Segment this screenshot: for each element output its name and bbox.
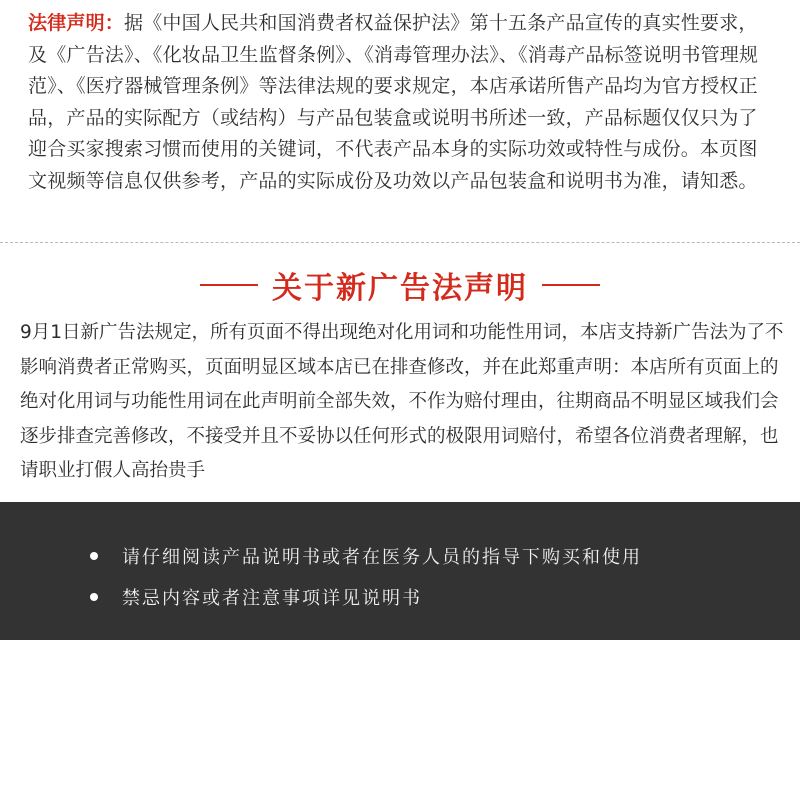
notice-item-text: 禁忌内容或者注意事项详见说明书 — [122, 588, 422, 609]
title-line-left — [200, 284, 258, 286]
notice-item — [90, 584, 422, 610]
ad-law-title-row — [0, 260, 800, 310]
dashed-divider — [0, 242, 800, 243]
bullet-icon — [90, 593, 98, 601]
notice-item-text: 请仔细阅读产品说明书或者在医务人员的指导下购买和使用 — [122, 547, 642, 568]
notice-item — [90, 543, 642, 569]
legal-statement-heading: 法律声明： — [28, 12, 125, 34]
ad-law-body: 9月1日新广告法规定，所有页面不得出现绝对化用词和功能性用词，本店支持新广告法为了不影响消费者正常购买，页面明显区域本店已在排查修改，并在此郑重声明：本店所有页面上的绝对化用词与功能性用词在此声明前全部失效，不作为赔付理由，往期商品不明显区域我们会逐步排查完善修改，不接受并且不妥协以任何形式的极限用词赔付，希望各位消费者理解，也请职业打假人高抬贵手 — [20, 322, 784, 481]
notice-band — [0, 502, 800, 640]
bullet-icon — [90, 552, 98, 560]
ad-law-title: 关于新广告法声明 — [272, 271, 528, 306]
title-line-right — [542, 284, 600, 286]
legal-statement — [28, 8, 776, 197]
legal-statement-body: 据《中国人民共和国消费者权益保护法》第十五条产品宣传的真实性要求，及《广告法》、《化妆品卫生监督条例》、《消毒管理办法》、《消毒产品标签说明书管理规范》、《医疗器械管理条例》等法律法规的要求规定，本店承诺所售产品均为官方授权正品，产品的实际配方（或结构）与产品包装盒或说明书所述一致，产品标题仅仅只为了迎合买家搜索习惯而使用的关键词，不代表产品本身的实际功效或特性与成份。本页图文视频等信息仅供参考，产品的实际成份及功效以产品包装盒和说明书为准，请知悉。 — [28, 12, 759, 192]
